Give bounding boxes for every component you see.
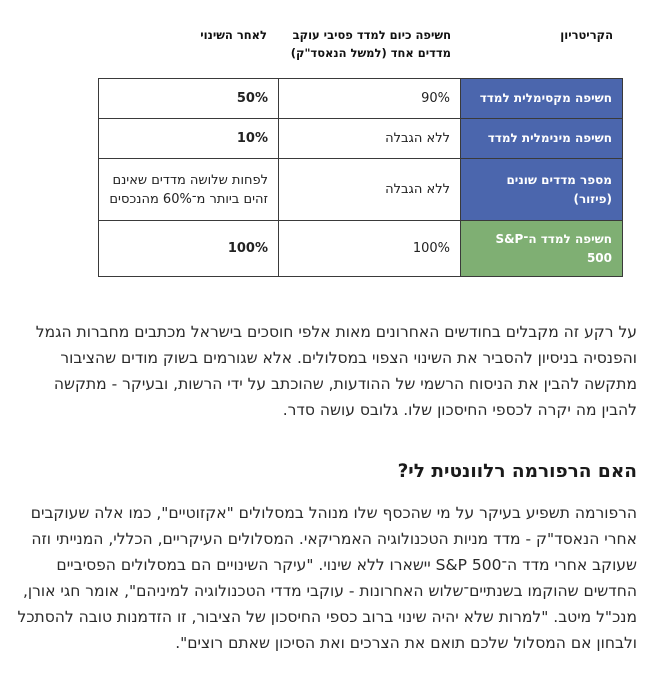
- cell-current-min: ללא הגבלה: [279, 119, 461, 159]
- row-label-max-exposure: חשיפה מקסימלית למדד: [461, 79, 623, 119]
- cell-after-diversification: לפחות שלושה מדדים שאינם זהים ביותר מ־60% מהנכסים: [99, 159, 279, 221]
- row-label-sp500: חשיפה למדד ה־S&P 500: [461, 221, 623, 277]
- table-row: [99, 79, 623, 119]
- cell-after-min: 10%: [99, 119, 279, 159]
- article-subheading: האם הרפורמה רלוונטית לי?: [397, 461, 637, 482]
- cell-current-diversification: ללא הגבלה: [279, 159, 461, 221]
- article-paragraph-1: על רקע זה מקבלים בחודשים האחרונים מאות אלפי חוסכים בישראל מכתבים מחברות הגמל והפנסיה בניסיון להסביר את השינוי הצפוי במסלולים. אלא שגורמים בשוק מודים שהציבור מתקשה להבין את הניסוח הרשמי של ההודעות, שהוכתב על ידי הרשות, ובעיקר - מתקשה להבין מה יקרה לכספי החיסכון שלו. גלובס עושה סדר.: [35, 323, 637, 419]
- cell-after-sp500: 100%: [99, 221, 279, 277]
- criteria-table-container: [99, 22, 623, 277]
- header-current-exposure: חשיפה כיום למדד פסיבי עוקב מדדים אחד (למשל הנאסד"ק): [290, 28, 451, 60]
- cell-current-max: 90%: [279, 79, 461, 119]
- article-paragraph-2: הרפורמה תשפיע בעיקר על מי שהכסף שלו מנוהל במסלולים "אקזוטיים", כמו אלה שעוקבים אחרי הנאסד"ק - מדד מניות הטכנולוגיה האמריקאי. המסלולים העיקריים, הכללי, המנייתי וזה שעוקב אחרי מדד ה־S&P 500 יישארו ללא שינוי. "עיקר השינויים הם במסלולים הפסיביים החדשים שהוקמו בשנתיים־שלוש האחרונות - עוקבי מדדי הטכנולוגיה למיניהם", אומר חגי אורן, מנכ"ל מיטב. "למרות שלא יהיה שינוי ברוב כספי החיסכון של הציבור, זו הזדמנות טובה להסתכל ולבחון אם המסלול שלכם תואם את הצרכים ואת הסיכון שאתם רוצים".: [17, 504, 637, 652]
- row-label-min-exposure: חשיפה מינימלית למדד: [461, 119, 623, 159]
- cell-current-sp500: 100%: [279, 221, 461, 277]
- table-row: [99, 221, 623, 277]
- table-row: [99, 119, 623, 159]
- table-row: [99, 159, 623, 221]
- criteria-table: [98, 78, 623, 277]
- header-criterion: הקריטריון: [560, 28, 613, 42]
- cell-after-max: 50%: [99, 79, 279, 119]
- row-label-diversification: מספר מדדים שונים (פיזור): [461, 159, 623, 221]
- table-header-row: [99, 22, 623, 78]
- header-after-change: לאחר השינוי: [200, 28, 267, 42]
